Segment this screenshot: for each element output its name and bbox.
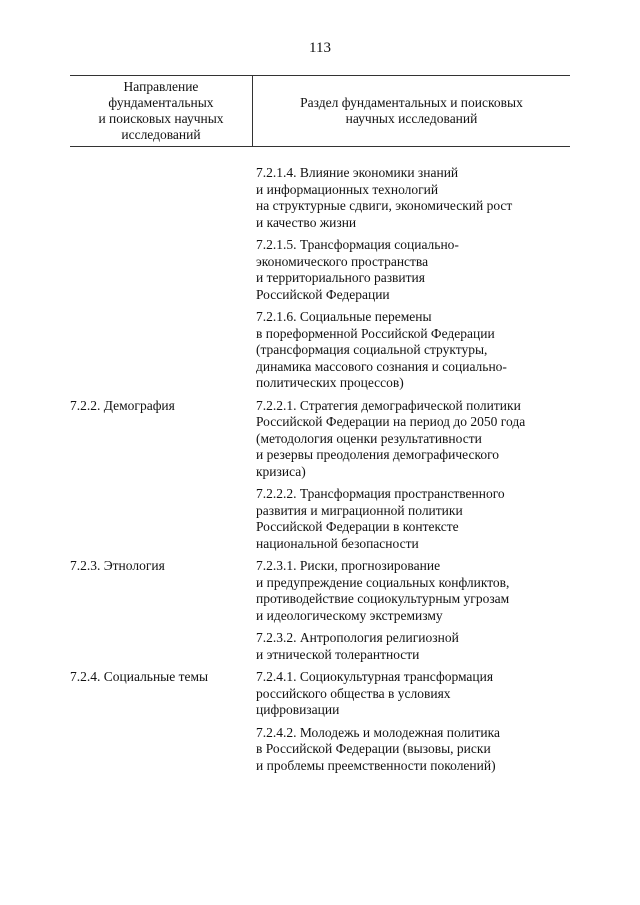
- table-row: [70, 398, 570, 559]
- header-section-label: Раздел фундаментальных и поисковых научных исследований: [300, 95, 523, 126]
- header-direction-label: Направление фундаментальных и поисковых научных исследований: [98, 79, 224, 142]
- table-row: [70, 558, 570, 669]
- direction-cell: 7.2.2. Демография: [70, 397, 175, 413]
- section-entry: 7.2.2.2. Трансформация пространственного развития и миграционной политики Российской Федерации в контексте национальной безопасности: [256, 486, 505, 551]
- table-row: [70, 669, 570, 780]
- sections-cell: [252, 165, 570, 398]
- research-table: [70, 75, 570, 780]
- section-entry: 7.2.3.2. Антропология религиозной и этнической толерантности: [256, 630, 459, 662]
- section-entry: 7.2.1.5. Трансформация социально- экономического пространства и территориального развития Российской Федерации: [256, 237, 459, 302]
- header-section: [253, 76, 570, 146]
- direction-cell: 7.2.3. Этнология: [70, 558, 165, 573]
- section-entry: 7.2.4.2. Молодежь и молодежная политика в Российской Федерации (вызовы, риски и проблемы преемственности поколений): [256, 724, 500, 773]
- table-header: [70, 75, 570, 147]
- section-entry: 7.2.3.1. Риски, прогнозирование и предупреждение социальных конфликтов, противодействие социокультурным угрозам и идеологическому экстремизму: [256, 558, 510, 623]
- table-body: [70, 147, 570, 780]
- direction-cell: [70, 165, 252, 398]
- section-entry: 7.2.2.1. Стратегия демографической политики Российской Федерации на период до 2050 года (методология оценки результативности и резервы преодоления демографического кризиса): [256, 397, 526, 479]
- section-entry: 7.2.1.6. Социальные перемены в пореформенной Российской Федерации (трансформация социальной структуры, динамика массового сознания и социально- политических процессов): [256, 309, 507, 390]
- section-entry: 7.2.4.1. Социокультурная трансформация российского общества в условиях цифровизации: [256, 669, 494, 717]
- header-direction: [70, 76, 253, 146]
- direction-cell: 7.2.4. Социальные темы: [70, 669, 209, 684]
- section-entry: 7.2.1.4. Влияние экономики знаний и информационных технологий на структурные сдвиги, экономический рост и качество жизни: [256, 165, 513, 230]
- sections-cell: [252, 398, 570, 559]
- page-number: 113: [309, 40, 331, 56]
- sections-cell: [252, 558, 570, 669]
- table-row: [70, 165, 570, 398]
- sections-cell: [252, 669, 570, 780]
